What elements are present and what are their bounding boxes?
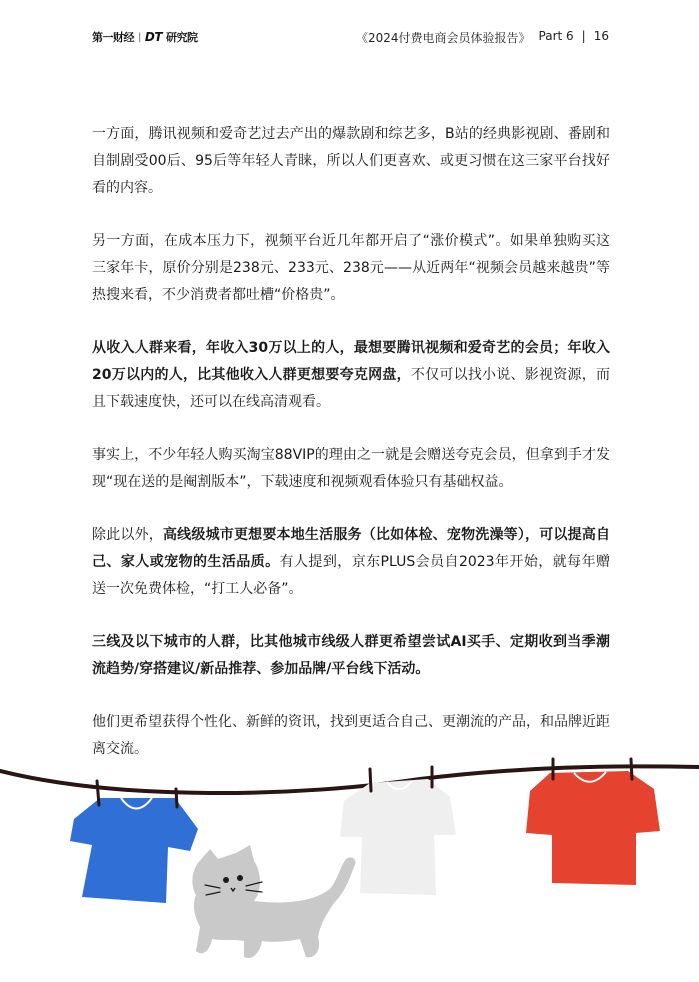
logo-dt: DT [144, 30, 163, 44]
clothesline-illustration [0, 745, 699, 982]
text: 事实上，不少年轻人购买淘宝88VIP的理由之一就是会赠送夸克会员，但拿到手才发现“现在送的是阉割版本”，下载速度和视频观看体验只有基础权益。 [92, 447, 610, 490]
running-header [356, 29, 609, 46]
text: 他们更希望获得个性化、新鲜的资讯，找到更适合自己、更潮流的产品，和品牌近距离交流。 [92, 714, 610, 757]
cat-figure [192, 845, 355, 958]
paragraph-3 [92, 335, 610, 416]
header-separator: | [581, 29, 586, 43]
body-text [92, 121, 610, 763]
text: 一方面，腾讯视频和爱奇艺过去产出的爆款剧和综艺多，B站的经典影视剧、番剧和自制剧受00后、95后等年轻人青睐，所以人们更喜欢、或更习惯在这三家平台找好看的内容。 [92, 126, 610, 196]
paragraph-4 [92, 442, 610, 496]
report-title: 《2024付费电商会员体验报告》 [355, 31, 531, 45]
logo-separator: | [138, 31, 141, 43]
part-label: Part 6 [538, 29, 574, 43]
text: 有人提到，京东PLUS会员自2023年开始，就每年赠送一次免费体检，“打工人必备”。 [92, 554, 610, 597]
bold-text: 从收入人群来看，年收入30万以上的人，最想要腾讯视频和爱奇艺的会员；年收入20万以内的人，比其他收入人群更想要夸克网盘， [92, 340, 610, 383]
paragraph-6 [92, 629, 610, 683]
paragraph-2 [92, 228, 610, 309]
publisher-logo [92, 29, 198, 45]
paragraph-5 [92, 522, 610, 603]
logo-cbn: 第一财经 [92, 31, 134, 44]
page-number: 16 [593, 29, 609, 43]
logo-institute: 研究院 [166, 31, 198, 44]
white-shirt [340, 779, 456, 895]
red-shirt [526, 771, 660, 885]
paragraph-1 [92, 121, 610, 202]
text: 除此以外， [92, 527, 163, 543]
blue-shirt [70, 798, 198, 903]
text: 另一方面，在成本压力下，视频平台近几年都开启了“涨价模式”。如果单独购买这三家年卡，原价分别是238元、233元、238元——从近两年“视频会员越来越贵”等热搜来看，不少消费者都吐槽“价格贵”。 [92, 233, 610, 303]
bold-text: 三线及以下城市的人群，比其他城市线级人群更希望尝试AI买手、定期收到当季潮流趋势/穿搭建议/新品推荐、参加品牌/平台线下活动。 [92, 634, 610, 677]
text: 不仅可以找小说、影视资源，而且下载速度快，还可以在线高清观看。 [92, 367, 611, 410]
page-header [0, 27, 699, 49]
bold-text: 高线级城市更想要本地生活服务（比如体检、宠物洗澡等），可以提高自己、家人或宠物的生活品质。 [92, 527, 611, 570]
